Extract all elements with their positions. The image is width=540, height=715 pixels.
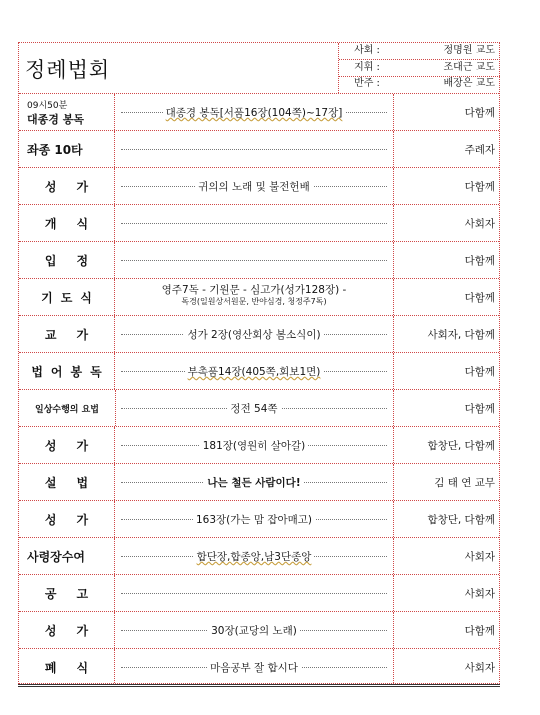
program-row bbox=[19, 390, 499, 427]
dot-leader bbox=[121, 260, 387, 261]
row-content-text: 대종경 봉독[서품16장(104쪽)~17장] bbox=[163, 107, 346, 119]
program-row bbox=[19, 242, 499, 279]
row-label: 성가 bbox=[19, 501, 115, 537]
row-content bbox=[115, 353, 394, 389]
program-header bbox=[19, 43, 499, 94]
role-row bbox=[339, 76, 500, 92]
row-performer: 다함께 bbox=[464, 365, 495, 378]
row-content bbox=[115, 575, 394, 611]
row-label: 일상수행의 요법 bbox=[19, 390, 116, 426]
row-content bbox=[115, 427, 394, 463]
row-content-text: 181장(영원히 살아갈) bbox=[200, 440, 309, 452]
row-content bbox=[115, 279, 394, 315]
role-name: 배장은 교도 bbox=[443, 78, 495, 89]
row-label: 법어봉독 bbox=[19, 353, 115, 389]
program-row bbox=[19, 501, 499, 538]
row-label: 입정 bbox=[19, 242, 115, 278]
row-performer: 사회자 bbox=[464, 661, 495, 674]
row-content-text-2: 독경(일원상서원문, 반야심경, 청정주7독) bbox=[178, 297, 329, 306]
program-row bbox=[19, 612, 499, 649]
row-label: 사령장수여 bbox=[19, 538, 115, 574]
row-label: 폐식 bbox=[19, 649, 115, 685]
roles-box bbox=[338, 43, 500, 93]
role-name: 조대근 교도 bbox=[443, 62, 495, 73]
role-row bbox=[339, 43, 500, 60]
row-content-text: 귀의의 노래 및 불전헌배 bbox=[195, 181, 312, 193]
program-row bbox=[19, 316, 499, 353]
dot-leader bbox=[121, 593, 387, 594]
program-frame bbox=[18, 42, 500, 684]
row-label: 교가 bbox=[19, 316, 115, 352]
row-performer: 다함께 bbox=[464, 402, 495, 415]
row-content-text: 마음공부 잘 합시다 bbox=[207, 662, 301, 674]
row-content bbox=[115, 205, 394, 241]
start-time: 09시50분 bbox=[27, 100, 68, 111]
bottom-double-rule bbox=[18, 684, 500, 687]
row-performer: 다함께 bbox=[464, 106, 495, 119]
row-performer: 다함께 bbox=[464, 291, 495, 304]
row-label-text: 대종경 봉독 bbox=[27, 112, 84, 126]
row-label: 기도식 bbox=[19, 279, 115, 315]
row-content bbox=[115, 242, 394, 278]
program-row bbox=[19, 94, 499, 131]
row-content-text: 정전 54쪽 bbox=[227, 403, 280, 415]
row-performer: 사회자 bbox=[464, 550, 495, 563]
program-row bbox=[19, 205, 499, 242]
program-row bbox=[19, 279, 499, 316]
dot-leader bbox=[121, 223, 387, 224]
row-performer: 다함께 bbox=[464, 254, 495, 267]
program-row bbox=[19, 575, 499, 612]
row-content bbox=[115, 316, 394, 352]
row-label: 좌종 10타 bbox=[19, 131, 115, 167]
program-row bbox=[19, 131, 499, 168]
program-row bbox=[19, 427, 499, 464]
row-content-text: 163장(가는 맘 잡아매고) bbox=[193, 514, 315, 526]
row-content bbox=[115, 94, 394, 130]
row-content bbox=[115, 390, 394, 426]
row-performer: 주례자 bbox=[464, 143, 495, 156]
row-performer: 사회자, 다함께 bbox=[427, 328, 495, 341]
program-row bbox=[19, 538, 499, 575]
dot-leader bbox=[121, 149, 387, 150]
row-label: 공고 bbox=[19, 575, 115, 611]
row-performer: 합창단, 다함께 bbox=[427, 439, 495, 452]
row-label: 개식 bbox=[19, 205, 115, 241]
row-content bbox=[115, 501, 394, 537]
row-content bbox=[115, 168, 394, 204]
row-performer: 다함께 bbox=[464, 624, 495, 637]
row-label: 설법 bbox=[19, 464, 115, 500]
row-content-text: 부촉품14장(405쪽,회보1면) bbox=[185, 366, 324, 378]
row-content bbox=[115, 612, 394, 648]
role-label: 반주 : bbox=[354, 78, 380, 89]
row-content bbox=[115, 538, 394, 574]
page-title: 정례법회 bbox=[25, 58, 111, 82]
program-row bbox=[19, 464, 499, 501]
row-label bbox=[19, 94, 115, 130]
row-content-text: 30장(교당의 노래) bbox=[208, 625, 300, 637]
role-label: 지휘 : bbox=[354, 62, 380, 73]
row-content-text: 영주7독 - 기원문 - 심고가(성가128장) - bbox=[159, 284, 350, 296]
role-row bbox=[339, 60, 500, 77]
sermon-title: 나는 철든 사람이다! bbox=[204, 477, 303, 489]
row-content bbox=[115, 131, 394, 167]
row-performer: 다함께 bbox=[464, 180, 495, 193]
row-performer: 합창단, 다함께 bbox=[427, 513, 495, 526]
row-content-text: 성가 2장(영산회상 봄소식이) bbox=[184, 329, 323, 341]
program-row bbox=[19, 168, 499, 205]
row-label: 성가 bbox=[19, 612, 115, 648]
row-content bbox=[115, 649, 394, 685]
row-performer: 김 태 연 교무 bbox=[434, 476, 495, 489]
role-name: 정명원 교도 bbox=[443, 45, 495, 56]
role-label: 사회 : bbox=[354, 45, 380, 56]
row-performer: 사회자 bbox=[464, 587, 495, 600]
row-performer: 사회자 bbox=[464, 217, 495, 230]
row-content-text: 합단장,합종앙,남3단종앙 bbox=[194, 551, 315, 563]
program-row bbox=[19, 649, 499, 685]
row-label: 성가 bbox=[19, 168, 115, 204]
program-row bbox=[19, 353, 499, 390]
row-label: 성가 bbox=[19, 427, 115, 463]
row-content bbox=[115, 464, 394, 500]
